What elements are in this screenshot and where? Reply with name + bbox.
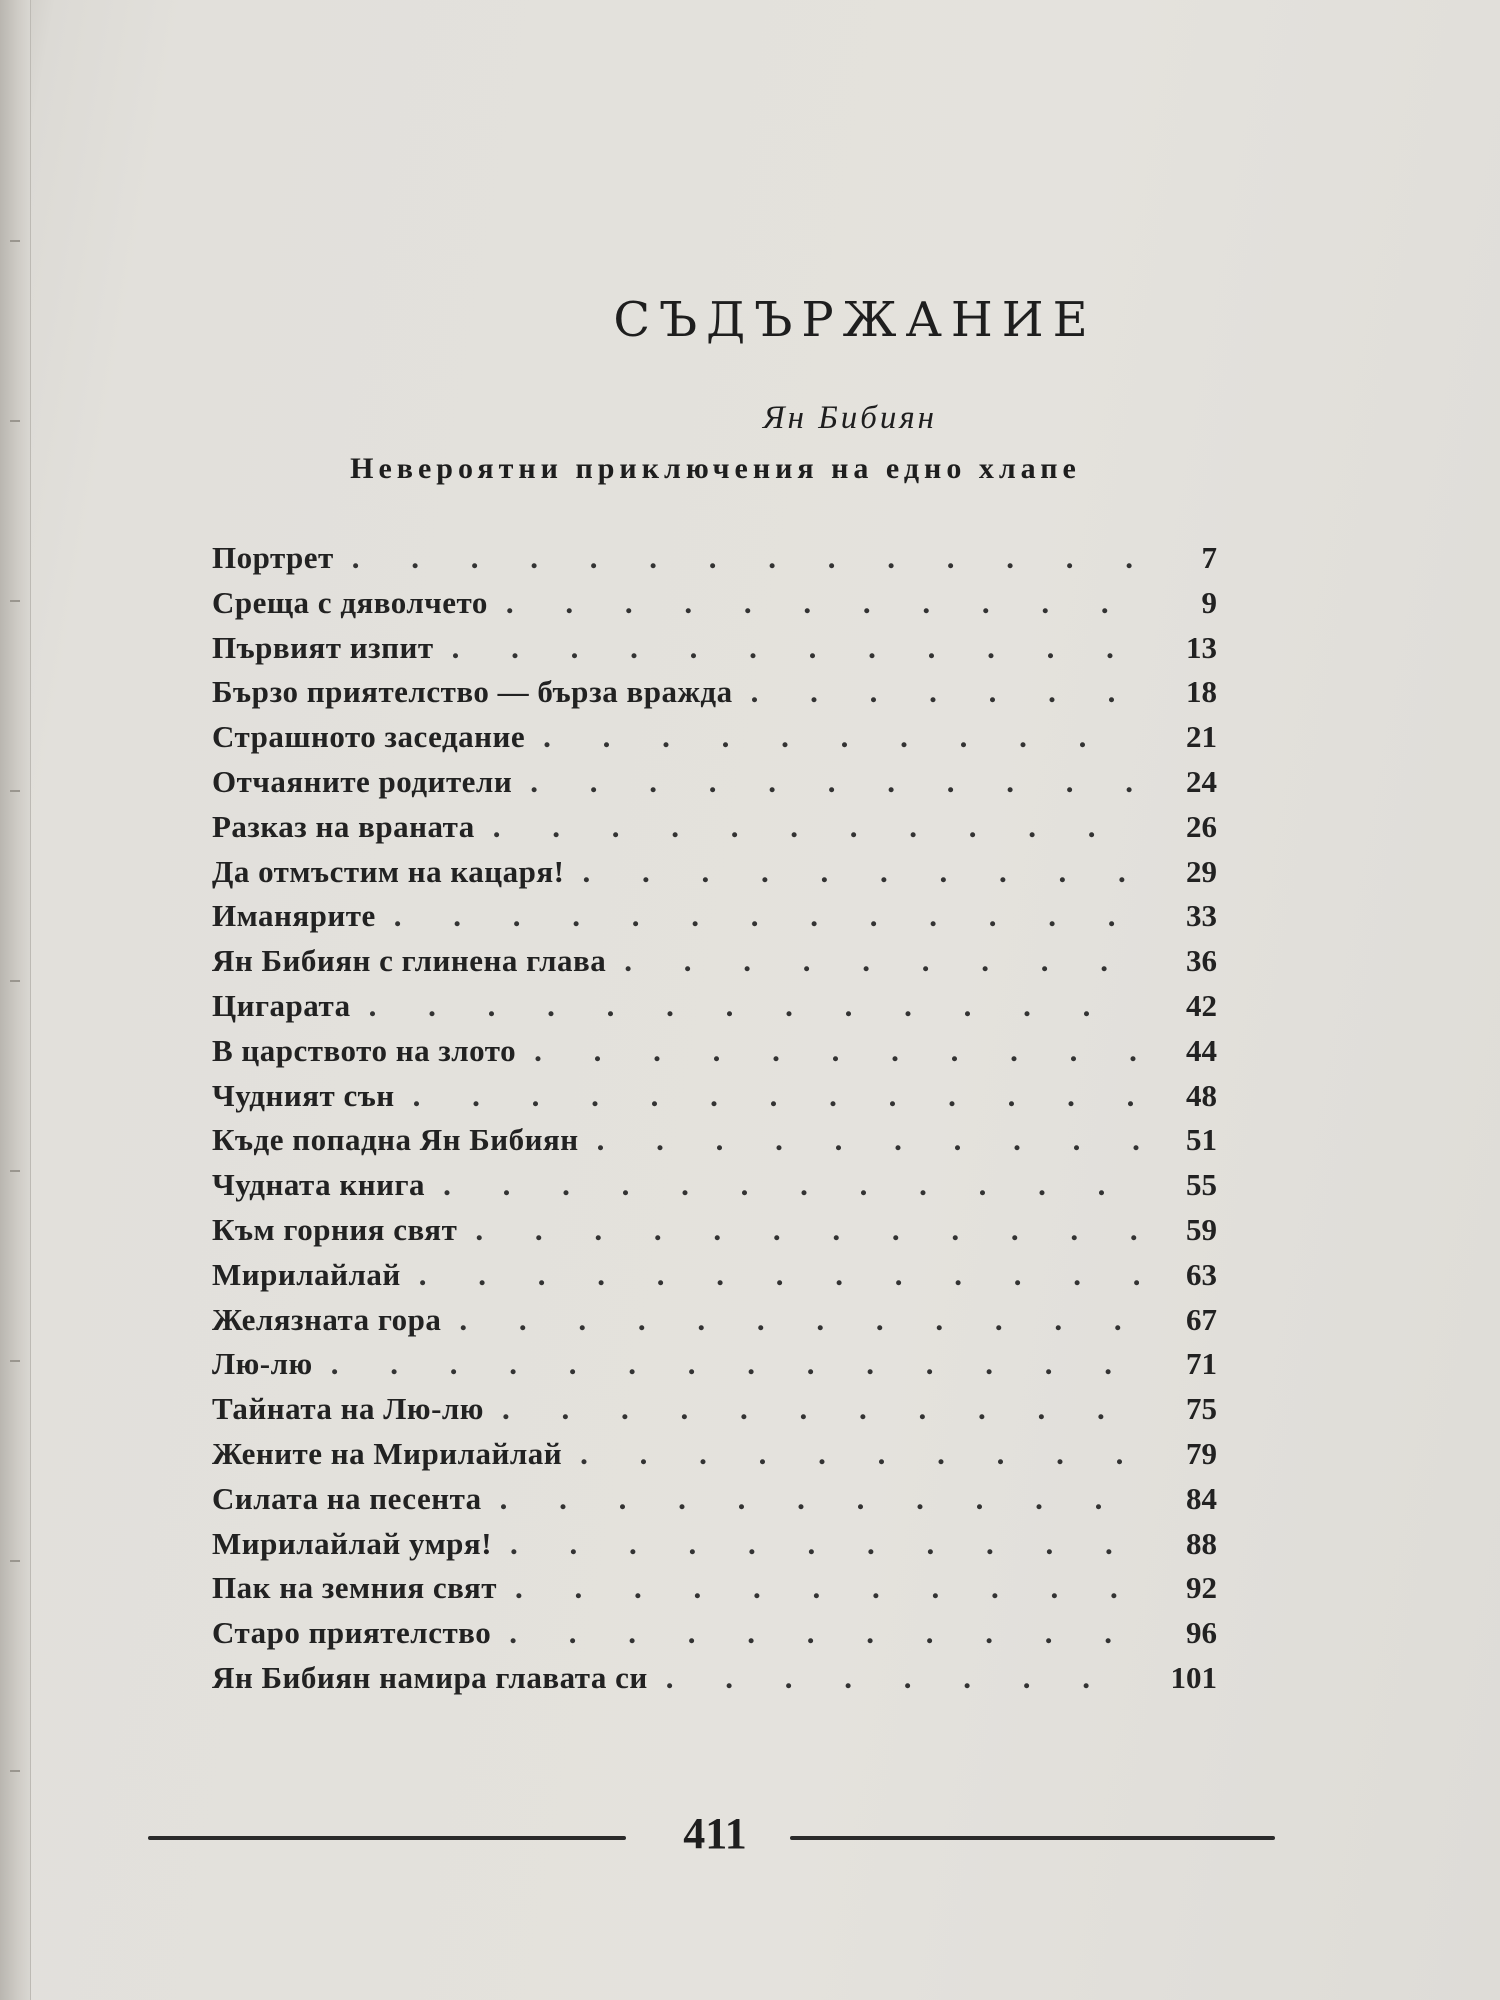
toc-entry-title: Чудният сън [212, 1077, 395, 1113]
toc-entry-page: 88 [1186, 1525, 1217, 1561]
toc-entry-page: 24 [1186, 763, 1217, 799]
table-of-contents [212, 540, 1217, 1705]
toc-entry-title: Цигарата [212, 987, 351, 1023]
toc-entry [212, 1391, 1217, 1436]
toc-entry-page: 55 [1186, 1167, 1217, 1203]
toc-entry [212, 1660, 1217, 1705]
toc-entry-title: Желязната гора [212, 1301, 442, 1337]
toc-entry [212, 1033, 1217, 1078]
toc-entry-page: 48 [1186, 1077, 1217, 1113]
toc-entry [212, 674, 1217, 719]
dot-leader [543, 719, 1139, 755]
toc-entry-title: Отчаяните родители [212, 763, 513, 799]
page-footer [140, 1808, 1280, 1868]
toc-entry-title: Разказ на враната [212, 808, 475, 844]
toc-entry-title: Мирилайлай [212, 1256, 401, 1292]
binding-stitch [10, 1170, 20, 1178]
toc-entry [212, 1212, 1217, 1257]
dot-leader [352, 540, 1139, 576]
toc-entry-page: 7 [1201, 540, 1217, 575]
toc-entry [212, 854, 1217, 899]
toc-entry-page: 21 [1186, 719, 1217, 755]
dot-leader [369, 988, 1139, 1024]
toc-entry-title: В царството на злото [212, 1032, 517, 1068]
dot-leader [624, 943, 1139, 979]
toc-entry-page: 44 [1186, 1032, 1217, 1068]
binding-stitch [10, 240, 20, 248]
binding-stitch [10, 1770, 20, 1778]
toc-entry-title: Да отмъстим на кацаря! [212, 853, 565, 889]
dot-leader [666, 1660, 1139, 1696]
dot-leader [413, 1078, 1139, 1114]
dot-leader [583, 854, 1140, 890]
toc-entry-title: Бързо приятелство — бърза вражда [212, 674, 733, 710]
toc-entry-page: 75 [1186, 1391, 1217, 1427]
dot-leader [331, 1346, 1139, 1382]
dot-leader [419, 1257, 1139, 1293]
dot-leader [510, 1526, 1139, 1562]
toc-entry [212, 585, 1217, 630]
toc-entry [212, 1167, 1217, 1212]
dot-leader [534, 1033, 1139, 1069]
toc-entry-page: 26 [1186, 808, 1217, 844]
binding-stitch [10, 1360, 20, 1368]
toc-entry-title: Първият изпит [212, 629, 434, 665]
toc-entry-title: Ян Бибиян намира главата си [212, 1659, 648, 1695]
toc-entry [212, 1122, 1217, 1167]
footer-rule-left [148, 1836, 626, 1840]
dot-leader [394, 898, 1139, 934]
toc-entry-title: Къде попадна Ян Бибиян [212, 1122, 579, 1158]
toc-entry [212, 1570, 1217, 1615]
toc-entry [212, 764, 1217, 809]
dot-leader [597, 1122, 1139, 1158]
toc-entry-page: 71 [1186, 1346, 1217, 1382]
toc-entry [212, 1302, 1217, 1347]
binding-stitch [10, 790, 20, 798]
dot-leader [443, 1167, 1139, 1203]
book-subtitle: Невероятни приключения на едно хлапе [350, 452, 1081, 485]
toc-entry-title: Ян Бибиян с глинена глава [212, 943, 607, 979]
toc-entry-page: 33 [1186, 898, 1217, 934]
dot-leader [493, 809, 1139, 845]
toc-entry-title: Жените на Мирилайлай [212, 1435, 563, 1471]
dot-leader [530, 764, 1139, 800]
toc-entry-page: 63 [1186, 1256, 1217, 1292]
toc-entry [212, 1481, 1217, 1526]
binding-stitch [10, 1560, 20, 1568]
author-name: Ян Бибиян [762, 400, 938, 436]
toc-entry-page: 96 [1186, 1615, 1217, 1651]
dot-leader [502, 1391, 1139, 1427]
toc-entry-title: Старо приятелство [212, 1615, 492, 1651]
binding-stitch [10, 600, 20, 608]
toc-entry-page: 13 [1186, 629, 1217, 665]
toc-entry-page: 36 [1186, 943, 1217, 979]
toc-entry [212, 1615, 1217, 1660]
toc-entry-page: 79 [1186, 1435, 1217, 1471]
toc-entry-page: 59 [1186, 1211, 1217, 1247]
toc-entry-page: 29 [1186, 853, 1217, 889]
toc-entry-title: Силата на песента [212, 1480, 482, 1516]
toc-entry [212, 540, 1217, 585]
dot-leader [751, 674, 1139, 710]
toc-entry [212, 1257, 1217, 1302]
toc-entry-title: Среща с дяволчето [212, 584, 488, 620]
toc-entry-title: Лю-лю [212, 1346, 313, 1382]
dot-leader [500, 1481, 1139, 1517]
toc-entry [212, 809, 1217, 854]
toc-entry-title: Портрет [212, 540, 334, 575]
toc-entry [212, 1526, 1217, 1571]
toc-entry-page: 67 [1186, 1301, 1217, 1337]
toc-entry-page: 101 [1170, 1659, 1217, 1695]
page-number: 411 [683, 1809, 747, 1858]
toc-entry-title: Пак на земния свят [212, 1570, 498, 1606]
toc-entry [212, 943, 1217, 988]
toc-entry-title: Иманярите [212, 898, 376, 934]
toc-entry [212, 1346, 1217, 1391]
toc-entry-page: 51 [1186, 1122, 1217, 1158]
toc-entry-page: 42 [1186, 987, 1217, 1023]
toc-entry-page: 92 [1186, 1570, 1217, 1606]
toc-entry [212, 719, 1217, 764]
dot-leader [452, 630, 1139, 666]
page-title: СЪДЪРЖАНИЕ [613, 292, 1097, 348]
toc-entry-title: Чудната книга [212, 1167, 426, 1203]
toc-entry [212, 898, 1217, 943]
dot-leader [580, 1436, 1139, 1472]
dot-leader [509, 1615, 1139, 1651]
toc-entry [212, 988, 1217, 1033]
dot-leader [459, 1302, 1139, 1338]
toc-entry-page: 9 [1201, 584, 1217, 620]
dot-leader [515, 1570, 1139, 1606]
footer-rule-right [790, 1836, 1275, 1840]
toc-entry [212, 1078, 1217, 1123]
toc-entry-title: Тайната на Лю-лю [212, 1391, 484, 1427]
binding-stitch [10, 980, 20, 988]
dot-leader [506, 585, 1139, 621]
toc-entry [212, 1436, 1217, 1481]
toc-entry-page: 18 [1186, 674, 1217, 710]
toc-entry-title: Към горния свят [212, 1211, 458, 1247]
dot-leader [475, 1212, 1139, 1248]
toc-entry [212, 630, 1217, 675]
toc-entry-title: Мирилайлай умря! [212, 1525, 493, 1561]
toc-entry-page: 84 [1186, 1480, 1217, 1516]
toc-entry-title: Страшното заседание [212, 719, 526, 755]
